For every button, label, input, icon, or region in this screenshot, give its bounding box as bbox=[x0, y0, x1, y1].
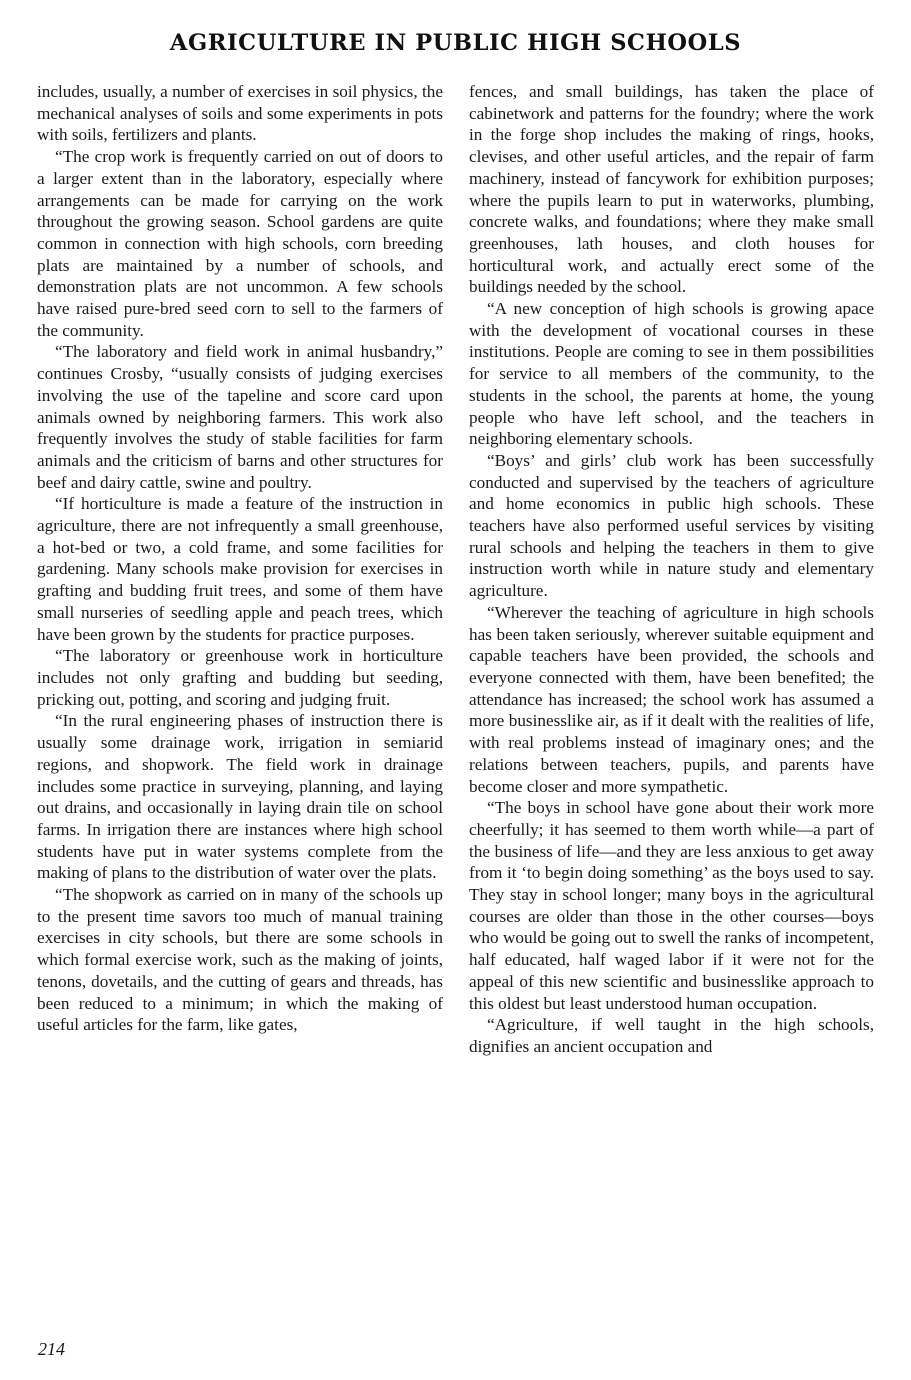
paragraph: “A new conception of high schools is growing apace with the development of vocational courses in these institutions. People are coming to see in them possibilities for service to all members of the community, to the students in the school, the parents at home, the young people who have left school, and the teachers in neighboring elementary schools. bbox=[469, 299, 874, 449]
page-number: 214 bbox=[38, 1339, 65, 1359]
paragraph: “The boys in school have gone about their work more cheerfully; it has seemed to them worth while—a part of the business of life—and they are less anxious to get away from it ‘to begin doing something’ as the boys used to say. They stay in school longer; many boys in the agricultural courses are older than those in the other courses—boys who would be going out to swell the ranks of incompetent, half educated, half waged labor if it were not for the appeal of this new scientific and businesslike approach to this oldest but least understood human occupation. bbox=[469, 798, 874, 1013]
paragraph: “In the rural engineering phases of instruction there is usually some drainage work, irrigation in semiarid regions, and shopwork. The field work in drainage includes some practice in surveying, planning, and laying out drains, and occasionally in laying drain tile on school farms. In irrigation there are instances where high school students have put in water systems complete from the making of plans to the distribution of water over the plats. bbox=[37, 711, 443, 883]
paragraph: “The laboratory or greenhouse work in horticulture includes not only grafting and budding but seeding, pricking out, potting, and scoring and judging fruit. bbox=[37, 646, 443, 709]
paragraph: “The laboratory and field work in animal husbandry,” continues Crosby, “usually consists of judging exercises involving the use of the tapeline and score card upon animals owned by neighboring farmers. This work also frequently involves the study of stable facilities for farm animals and the criticism of barns and other structures for beef and dairy cattle, swine and poultry. bbox=[37, 342, 443, 492]
paragraph: “Boys’ and girls’ club work has been successfully conducted and supervised by the teachers of agriculture and home economics in public high schools. These teachers have also performed useful services by visiting rural schools and helping the teachers in them to give instruction worth while in nature study and elementary agriculture. bbox=[469, 450, 874, 601]
paragraph: “Wherever the teaching of agriculture in high schools has been taken seriously, wherever suitable equipment and capable teachers have been provided, the schools and everyone connected with them, have been benefited; the attendance has increased; the school work has assumed a more businesslike air, as if it dealt with the realities of life, with real problems instead of imaginary ones; and the relations between teachers, pupils, and parents have become closer and more sympathetic. bbox=[469, 602, 874, 796]
paragraph: fences, and small buildings, has taken the place of cabinetwork and patterns for the foundry; where the work in the forge shop includes the making of rings, hooks, clevises, and other useful articles, and the repair of farm machinery, instead of fancywork for exhibition purposes; where the pupils learn to put in waterworks, plumbing, concrete walks, and foundations; where they make small greenhouses, lath houses, and cloth houses for horticultural work, and actually erect some of the buildings needed by the school. bbox=[469, 82, 874, 297]
paragraph: “Agriculture, if well taught in the high schools, dignifies an ancient occupation and bbox=[469, 1015, 874, 1056]
left-column bbox=[37, 81, 443, 1036]
right-column bbox=[469, 81, 874, 1058]
paragraph: includes, usually, a number of exercises in soil physics, the mechanical analyses of soils and some experiments in pots with soils, fertilizers and plants. bbox=[37, 82, 443, 145]
paragraph: “If horticulture is made a feature of the instruction in agriculture, there are not infrequently a small greenhouse, a hot-bed or two, a cold frame, and some facilities for gardening. Many schools make provision for exercises in grafting and budding fruit trees, and some of them have small nurseries of seedling apple and peach trees, which have been grown by the students for practice purposes. bbox=[37, 494, 443, 644]
paragraph: “The crop work is frequently carried on out of doors to a larger extent than in the laboratory, especially where arrangements can be made for carrying on the work throughout the growing season. School gardens are quite common in connection with high schools, corn breeding plats are maintained by a number of schools, and demonstration plats are not uncommon. A few schools have raised pure-bred seed corn to sell to the farmers of the community. bbox=[37, 147, 443, 340]
paragraph: “The shopwork as carried on in many of the schools up to the present time savors too much of manual training exercises in city schools, but there are some schools in which formal exercise work, such as the making of joints, tenons, dovetails, and the cutting of gears and threads, has been reduced to a minimum; in which the making of useful articles for the farm, like gates, bbox=[37, 885, 443, 1035]
running-head: AGRICULTURE IN PUBLIC HIGH SCHOOLS bbox=[169, 30, 742, 56]
